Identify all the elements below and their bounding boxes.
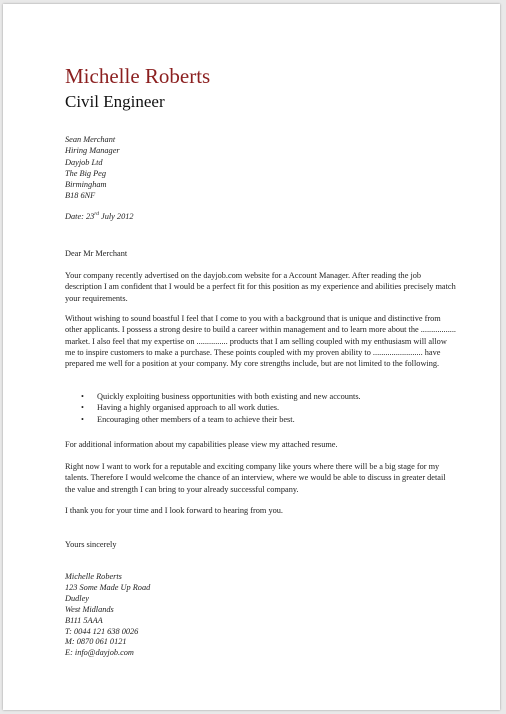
- recipient-company: Dayjob Ltd: [65, 157, 103, 167]
- paragraph-background: Without wishing to sound boastful I feel that I come to you with a background that is unique and distinctive from other applicants. I possess a strong desire to build a career within management and to learn more about the ................. market. I also feel that my expertise on ............... products that I am selling coupled with my enthusiasm will allow me to inspire customers to make a purchase. These points coupled with my proven ability to ........................ have prepared me well for a position at your company. My core strengths include, but are not limited to the following.: [65, 314, 456, 369]
- paragraph-thanks: I thank you for your time and I look forward to hearing from you.: [65, 506, 283, 515]
- recipient-address-block: [65, 134, 120, 202]
- list-item-text: Encouraging other members of a team to achieve their best.: [97, 414, 295, 424]
- salutation: Dear Mr Merchant: [65, 249, 128, 258]
- sender-address-block: [65, 572, 150, 659]
- sender-telephone: T: 0044 121 638 0026: [65, 626, 139, 636]
- recipient-street: The Big Peg: [65, 168, 107, 178]
- recipient-name: Sean Merchant: [65, 135, 116, 144]
- letter-date: [65, 211, 134, 221]
- list-item: [65, 414, 361, 425]
- sender-name-heading: Michelle Roberts: [65, 64, 211, 88]
- paragraph-intro: Your company recently advertised on the dayjob.com website for a Account Manager. After reading the job description I am confident that I would be a perfect fit for this position as my experience and abilities precisely match your requirements.: [65, 271, 456, 303]
- recipient-position: Hiring Manager: [65, 146, 120, 156]
- recipient-city: Birmingham: [65, 180, 107, 190]
- letter-page: [3, 4, 500, 710]
- bullet-icon: •: [81, 392, 84, 401]
- sender-signature-name: Michelle Roberts: [65, 572, 122, 581]
- date-ordinal-suffix: rd: [94, 211, 99, 217]
- closing-line: Yours sincerely: [65, 540, 117, 549]
- sender-postcode: B111 5AAA: [65, 615, 103, 625]
- paragraph-resume: For additional information about my capabilities please view my attached resume.: [65, 440, 338, 449]
- sender-county: West Midlands: [65, 604, 114, 614]
- recipient-postcode: B18 6NF: [65, 191, 96, 201]
- list-item: [65, 391, 361, 402]
- bullet-icon: •: [81, 414, 84, 424]
- sender-town: Dudley: [65, 593, 89, 603]
- sender-mobile: M: 0870 061 0121: [65, 637, 127, 647]
- list-item: [65, 402, 361, 413]
- bullet-icon: •: [81, 403, 84, 413]
- date-prefix: Date: 23: [65, 211, 95, 221]
- list-item-text: Quickly exploiting business opportunities with both existing and new accounts.: [97, 392, 361, 401]
- strengths-list: [65, 391, 361, 425]
- sender-email: E: info@dayjob.com: [65, 648, 134, 658]
- date-rest: July 2012: [98, 211, 134, 221]
- list-item-text: Having a highly organised approach to all work duties.: [97, 403, 280, 413]
- paragraph-interview: Right now I want to work for a reputable and exciting company like yours where there will be a big stage for my talents. Therefore I would welcome the chance of an interview, where we would be able to discuss in greater detail the value and strength I can bring to your already successful company.: [65, 462, 446, 494]
- job-title-heading: Civil Engineer: [65, 92, 165, 111]
- sender-street: 123 Some Made Up Road: [65, 582, 151, 592]
